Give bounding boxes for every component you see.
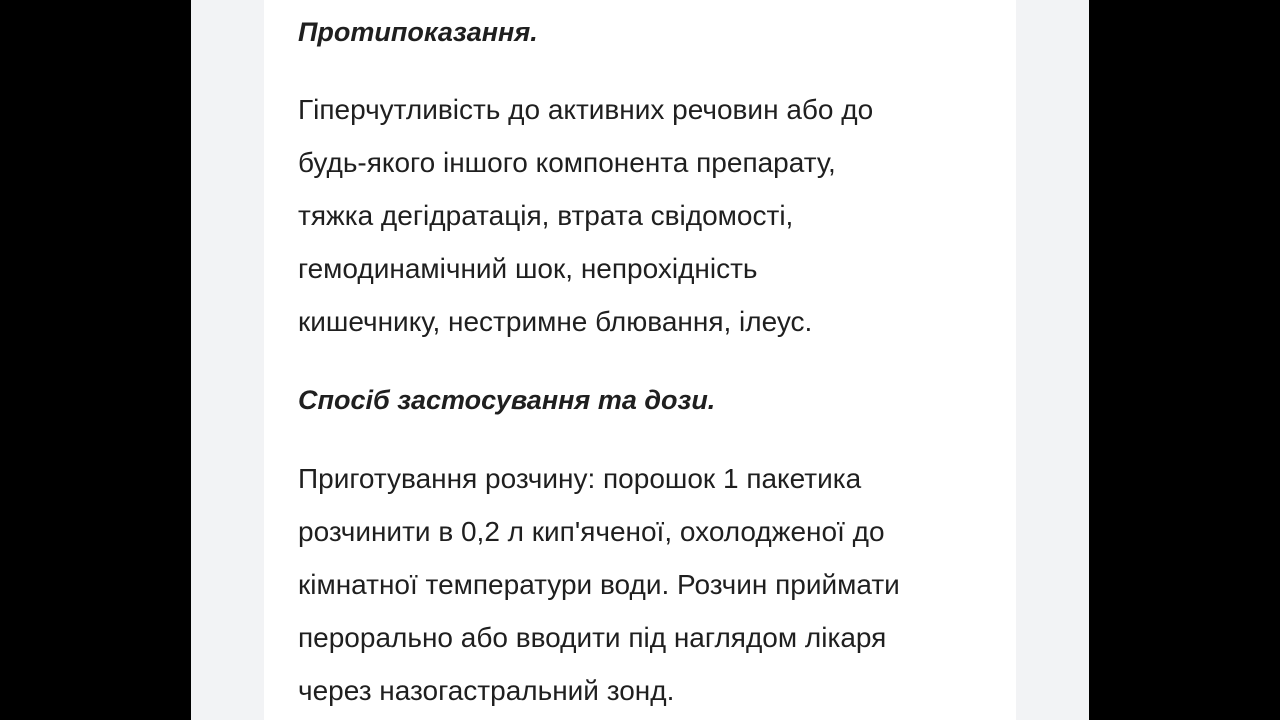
- section-heading-contraindications: Протипоказання.: [298, 17, 538, 47]
- text-line: кімнатної температури води. Розчин приймати: [298, 569, 900, 600]
- text-line: будь-якого іншого компонента препарату,: [298, 147, 836, 178]
- text-line: перорально або вводити під наглядом лікаря: [298, 622, 887, 653]
- text-line: кишечнику, нестримне блювання, ілеус.: [298, 306, 813, 337]
- text-line: Приготування розчину: порошок 1 пакетика: [298, 463, 862, 494]
- text-line: Гіперчутливість до активних речовин або до: [298, 94, 874, 125]
- text-line: тяжка дегідратація, втрата свідомості,: [298, 200, 794, 231]
- section-heading-administration: Спосіб застосування та дози.: [298, 385, 716, 415]
- document-page: [264, 0, 1016, 720]
- section-text-administration: [298, 452, 900, 717]
- text-line: розчинити в 0,2 л кип'яченої, охолодженої до: [298, 516, 885, 547]
- document-viewport[interactable]: [191, 0, 1089, 720]
- section-text-contraindications: [298, 83, 873, 348]
- text-line: гемодинамічний шок, непрохідність: [298, 253, 758, 284]
- text-line: через назогастральний зонд.: [298, 675, 675, 706]
